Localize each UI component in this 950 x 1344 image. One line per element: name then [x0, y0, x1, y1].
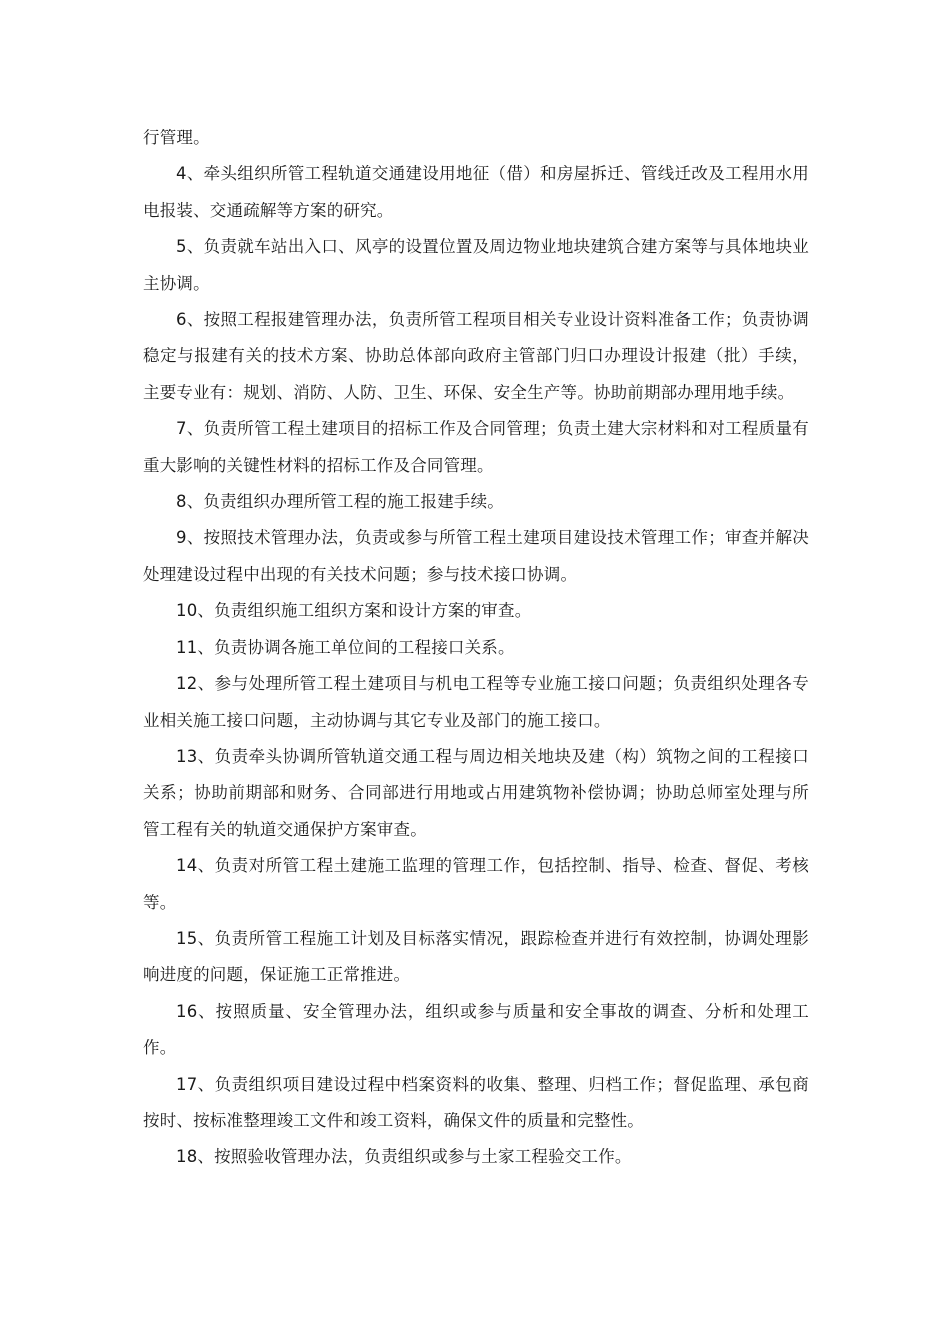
paragraph-item-11: 11、负责协调各施工单位间的工程接口关系。 — [176, 637, 515, 657]
paragraph-item-4: 4、牵头组织所管工程轨道交通建设用地征（借）和房屋拆迁、管线迁改及工程用水用电报装、交通疏解等方案的研究。 — [143, 164, 809, 220]
paragraph-item-5: 5、负责就车站出入口、风亭的设置位置及周边物业地块建筑合建方案等与具体地块业主协调。 — [143, 237, 809, 293]
paragraph-item-7: 7、负责所管工程土建项目的招标工作及合同管理；负责土建大宗材料和对工程质量有重大影响的关键性材料的招标工作及合同管理。 — [143, 419, 809, 475]
paragraph-item-16: 16、按照质量、安全管理办法，组织或参与质量和安全事故的调查、分析和处理工作。 — [143, 1001, 809, 1058]
paragraph-item-8: 8、负责组织办理所管工程的施工报建手续。 — [176, 492, 504, 512]
lead-line: 行管理。 — [143, 128, 210, 147]
paragraph-item-15: 15、负责所管工程施工计划及目标落实情况，跟踪检查并进行有效控制，协调处理影响进度的问题，保证施工正常推进。 — [143, 928, 809, 985]
paragraph-item-12: 12、参与处理所管工程土建项目与机电工程等专业施工接口问题；负责组织处理各专业相关施工接口问题，主动协调与其它专业及部门的施工接口。 — [143, 674, 809, 730]
paragraph-item-18: 18、按照验收管理办法，负责组织或参与土家工程验交工作。 — [176, 1147, 632, 1167]
paragraph-item-13: 13、负责牵头协调所管轨道交通工程与周边相关地块及建（构）筑物之间的工程接口关系；协助前期部和财务、合同部进行用地或占用建筑物补偿协调；协助总师室处理与所管工程有关的轨道交通保护方案审查。 — [143, 746, 809, 839]
paragraph-item-9: 9、按照技术管理办法，负责或参与所管工程土建项目建设技术管理工作；审查并解决处理建设过程中出现的有关技术问题；参与技术接口协调。 — [143, 528, 809, 584]
paragraph-item-14: 14、负责对所管工程土建施工监理的管理工作，包括控制、指导、检查、督促、考核等。 — [143, 856, 809, 912]
paragraph-item-6: 6、按照工程报建管理办法，负责所管工程项目相关专业设计资料准备工作；负责协调稳定与报建有关的技术方案、协助总体部向政府主管部门归口办理设计报建（批）手续，主要专业有：规划、消防、人防、卫生、环保、安全生产等。协助前期部办理用地手续。 — [143, 310, 809, 402]
paragraph-item-10: 10、负责组织施工组织方案和设计方案的审查。 — [176, 601, 532, 621]
document-body — [143, 120, 809, 1176]
paragraph-item-17: 17、负责组织项目建设过程中档案资料的收集、整理、归档工作；督促监理、承包商按时、按标准整理竣工文件和竣工资料，确保文件的质量和完整性。 — [143, 1074, 809, 1130]
